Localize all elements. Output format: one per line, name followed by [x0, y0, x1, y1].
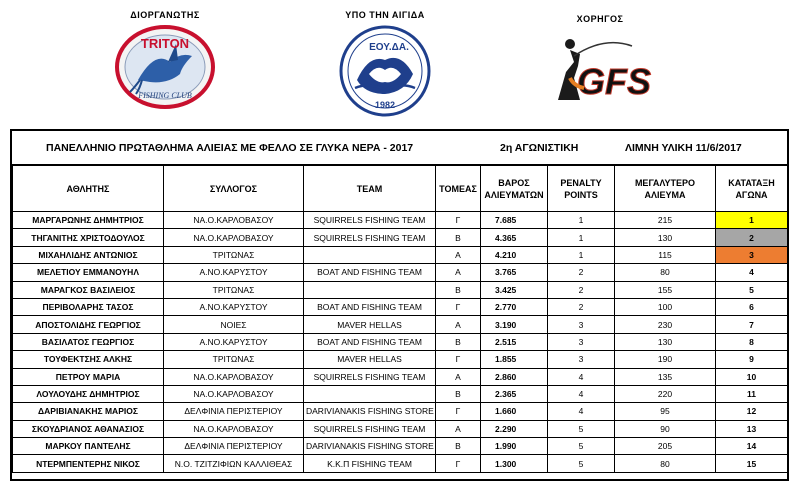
- cell-team: SQUIRRELS FISHING TEAM: [304, 420, 436, 437]
- cell-club: ΝΑ.Ο.ΚΑΡΛΟΒΑΣΟΥ: [164, 229, 304, 246]
- column-header-largest-catch: [615, 166, 716, 212]
- cell-rank: 8: [716, 333, 788, 350]
- cell-largest-catch: 100: [615, 298, 716, 315]
- cell-largest-catch: 130: [615, 229, 716, 246]
- cell-catch-weight: 2.860: [481, 368, 548, 385]
- cell-rank: 1: [716, 212, 788, 229]
- patron-logo-year: 1982: [374, 100, 396, 110]
- cell-team: [304, 281, 436, 298]
- cell-largest-catch: 80: [615, 455, 716, 472]
- cell-club: ΔΕΛΦΙΝΙΑ ΠΕΡΙΣΤΕΡΙΟΥ: [164, 403, 304, 420]
- table-row: [13, 229, 788, 246]
- sponsor-block: [530, 14, 670, 112]
- cell-athlete: ΤΟΥΦΕΚΤΣΗΣ ΑΛΚΗΣ: [13, 351, 164, 368]
- cell-penalty-points: 1: [548, 229, 615, 246]
- cell-athlete: ΜΙΧΑΗΛΙΔΗΣ ΑΝΤΩΝΙΟΣ: [13, 246, 164, 263]
- cell-largest-catch: 80: [615, 264, 716, 281]
- cell-largest-catch: 90: [615, 420, 716, 437]
- column-header-athlete: [13, 166, 164, 212]
- column-header-rank: [716, 166, 788, 212]
- cell-penalty-points: 3: [548, 351, 615, 368]
- cell-catch-weight: 2.515: [481, 333, 548, 350]
- cell-largest-catch: 220: [615, 385, 716, 402]
- column-header-text: ΑΛΙΕΥΜΑ: [644, 189, 686, 200]
- cell-sector: Α: [436, 246, 481, 263]
- cell-catch-weight: 3.425: [481, 281, 548, 298]
- cell-largest-catch: 190: [615, 351, 716, 368]
- cell-team: BOAT AND FISHING TEAM: [304, 298, 436, 315]
- cell-catch-weight: 2.365: [481, 385, 548, 402]
- cell-club: Α.ΝΟ.ΚΑΡΥΣΤΟΥ: [164, 264, 304, 281]
- cell-club: ΝΑ.Ο.ΚΑΡΛΟΒΑΣΟΥ: [164, 420, 304, 437]
- cell-team: MAVER HELLAS: [304, 316, 436, 333]
- logo-header: [0, 0, 800, 122]
- table-row: [13, 264, 788, 281]
- title-bar: [12, 131, 787, 165]
- cell-penalty-points: 2: [548, 298, 615, 315]
- results-header: [13, 166, 788, 212]
- cell-catch-weight: 4.365: [481, 229, 548, 246]
- cell-penalty-points: 2: [548, 281, 615, 298]
- cell-club: Ν.Ο. ΤΖΙΤΖΙΦΙΩΝ ΚΑΛΛΙΘΕΑΣ: [164, 455, 304, 472]
- cell-catch-weight: 3.190: [481, 316, 548, 333]
- cell-athlete: ΜΑΡΚΟΥ ΠΑΝΤΕΛΗΣ: [13, 438, 164, 455]
- cell-rank: 14: [716, 438, 788, 455]
- cell-catch-weight: 4.210: [481, 246, 548, 263]
- cell-sector: Β: [436, 438, 481, 455]
- column-header-text: ΣΥΛΛΟΓΟΣ: [209, 183, 258, 194]
- organizer-logo-text-bottom: FISHING CLUB: [138, 91, 192, 100]
- cell-rank: 3: [716, 246, 788, 263]
- column-header-text: ΑΛΙΕΥΜΑΤΩΝ: [484, 189, 544, 200]
- cell-rank: 11: [716, 385, 788, 402]
- cell-athlete: ΜΕΛΕΤΙΟΥ ΕΜΜΑΝΟΥΗΛ: [13, 264, 164, 281]
- cell-athlete: ΑΠΟΣΤΟΛΙΔΗΣ ΓΕΩΡΓΙΟΣ: [13, 316, 164, 333]
- cell-team: DARIVIANAKIS FISHING STORE: [304, 403, 436, 420]
- cell-rank: 9: [716, 351, 788, 368]
- cell-club: ΤΡΙΤΩΝΑΣ: [164, 281, 304, 298]
- cell-catch-weight: 3.765: [481, 264, 548, 281]
- results-sheet: [10, 129, 789, 481]
- results-table: [12, 165, 788, 473]
- cell-team: DARIVIANAKIS FISHING STORE: [304, 438, 436, 455]
- table-row: [13, 455, 788, 472]
- cell-athlete: ΠΕΤΡΟΥ ΜΑΡΙΑ: [13, 368, 164, 385]
- cell-sector: Α: [436, 316, 481, 333]
- table-row: [13, 281, 788, 298]
- cell-athlete: ΒΑΣΙΛΑΤΟΣ ΓΕΩΡΓΙΟΣ: [13, 333, 164, 350]
- round-label: 2η ΑΓΩΝΙΣΤΙΚΗ: [500, 142, 579, 154]
- cell-rank: 6: [716, 298, 788, 315]
- cell-sector: Α: [436, 420, 481, 437]
- cell-team: [304, 385, 436, 402]
- cell-team: SQUIRRELS FISHING TEAM: [304, 229, 436, 246]
- cell-penalty-points: 4: [548, 368, 615, 385]
- cell-penalty-points: 4: [548, 403, 615, 420]
- cell-catch-weight: 2.290: [481, 420, 548, 437]
- table-row: [13, 316, 788, 333]
- cell-penalty-points: 3: [548, 316, 615, 333]
- patron-caption: ΥΠΟ ΤΗΝ ΑΙΓΙΔΑ: [345, 10, 425, 20]
- cell-largest-catch: 155: [615, 281, 716, 298]
- cell-club: ΤΡΙΤΩΝΑΣ: [164, 351, 304, 368]
- eouda-seal-logo: [335, 24, 435, 118]
- cell-sector: Β: [436, 385, 481, 402]
- cell-club: ΤΡΙΤΩΝΑΣ: [164, 246, 304, 263]
- cell-sector: Β: [436, 281, 481, 298]
- cell-club: Α.ΝΟ.ΚΑΡΥΣΤΟΥ: [164, 333, 304, 350]
- cell-penalty-points: 5: [548, 455, 615, 472]
- cell-largest-catch: 205: [615, 438, 716, 455]
- column-header-text: TEAM: [356, 183, 383, 194]
- column-header-penalty-points: [548, 166, 615, 212]
- cell-rank: 15: [716, 455, 788, 472]
- cell-sector: Β: [436, 229, 481, 246]
- column-header-text: ΑΓΩΝΑ: [735, 189, 768, 200]
- table-row: [13, 420, 788, 437]
- cell-rank: 13: [716, 420, 788, 437]
- column-header-text: PENALTY: [560, 177, 602, 188]
- cell-team: SQUIRRELS FISHING TEAM: [304, 212, 436, 229]
- cell-largest-catch: 95: [615, 403, 716, 420]
- cell-club: ΝΑ.Ο.ΚΑΡΛΟΒΑΣΟΥ: [164, 385, 304, 402]
- column-header-club: [164, 166, 304, 212]
- cell-team: [304, 246, 436, 263]
- cell-club: ΝΑ.Ο.ΚΑΡΛΟΒΑΣΟΥ: [164, 212, 304, 229]
- cell-penalty-points: 5: [548, 420, 615, 437]
- organizer-caption: ΔΙΟΡΓΑΝΩΤΗΣ: [130, 10, 200, 20]
- sponsor-logo-text: GFS: [576, 61, 652, 102]
- cell-club: ΝΟΙΕΣ: [164, 316, 304, 333]
- cell-sector: Β: [436, 333, 481, 350]
- cell-sector: Γ: [436, 455, 481, 472]
- cell-sector: Γ: [436, 212, 481, 229]
- cell-athlete: ΝΤΕΡΜΠΕΝΤΕΡΗΣ ΝΙΚΟΣ: [13, 455, 164, 472]
- column-header-text: ΜΕΓΑΛΥΤΕΡΟ: [634, 177, 696, 188]
- cell-club: ΝΑ.Ο.ΚΑΡΛΟΒΑΣΟΥ: [164, 368, 304, 385]
- cell-rank: 4: [716, 264, 788, 281]
- cell-sector: Α: [436, 264, 481, 281]
- cell-penalty-points: 3: [548, 333, 615, 350]
- table-row: [13, 333, 788, 350]
- cell-athlete: ΤΗΓΑΝΙΤΗΣ ΧΡΙΣΤΟΔΟΥΛΟΣ: [13, 229, 164, 246]
- championship-title: ΠΑΝΕΛΛΗΝΙΟ ΠΡΩΤΑΘΛΗΜΑ ΑΛΙΕΙΑΣ ΜΕ ΦΕΛΛΟ ΣΕ ΓΛΥΚΑ ΝΕΡΑ - 2017: [46, 142, 414, 154]
- cell-rank: 2: [716, 229, 788, 246]
- sponsor-caption: ΧΟΡΗΓΟΣ: [576, 14, 624, 24]
- results-body: [13, 212, 788, 473]
- column-header-text: ΑΘΛΗΤΗΣ: [66, 183, 110, 194]
- cell-sector: Γ: [436, 351, 481, 368]
- cell-athlete: ΔΑΡΙΒΙΑΝΑΚΗΣ ΜΑΡΙΟΣ: [13, 403, 164, 420]
- cell-athlete: ΠΕΡΙΒΟΛΑΡΗΣ ΤΑΣΟΣ: [13, 298, 164, 315]
- cell-catch-weight: 1.990: [481, 438, 548, 455]
- table-row: [13, 438, 788, 455]
- cell-largest-catch: 130: [615, 333, 716, 350]
- column-header-team: [304, 166, 436, 212]
- cell-rank: 12: [716, 403, 788, 420]
- triton-club-logo: [110, 22, 220, 112]
- cell-rank: 10: [716, 368, 788, 385]
- column-header-text: ΤΟΜΕΑΣ: [439, 183, 477, 194]
- table-row: [13, 246, 788, 263]
- table-row: [13, 212, 788, 229]
- cell-catch-weight: 2.770: [481, 298, 548, 315]
- header-row: [13, 166, 788, 212]
- cell-catch-weight: 1.300: [481, 455, 548, 472]
- cell-sector: Γ: [436, 403, 481, 420]
- cell-penalty-points: 5: [548, 438, 615, 455]
- cell-athlete: ΜΑΡΓΑΡΩΝΗΣ ΔΗΜΗΤΡΙΟΣ: [13, 212, 164, 229]
- cell-athlete: ΜΑΡΑΓΚΟΣ ΒΑΣΙΛΕΙΟΣ: [13, 281, 164, 298]
- cell-team: BOAT AND FISHING TEAM: [304, 264, 436, 281]
- venue-date: ΛΙΜΝΗ ΥΛΙΚΗ 11/6/2017: [625, 142, 742, 154]
- cell-athlete: ΣΚΟΥΔΡΙΑΝΟΣ ΑΘΑΝΑΣΙΟΣ: [13, 420, 164, 437]
- cell-catch-weight: 1.660: [481, 403, 548, 420]
- column-header-text: ΒΑΡΟΣ: [498, 177, 530, 188]
- cell-largest-catch: 115: [615, 246, 716, 263]
- cell-team: MAVER HELLAS: [304, 351, 436, 368]
- table-row: [13, 298, 788, 315]
- cell-catch-weight: 7.685: [481, 212, 548, 229]
- cell-largest-catch: 230: [615, 316, 716, 333]
- cell-rank: 5: [716, 281, 788, 298]
- cell-catch-weight: 1.855: [481, 351, 548, 368]
- cell-penalty-points: 2: [548, 264, 615, 281]
- cell-team: Κ.Κ.Π FISHING TEAM: [304, 455, 436, 472]
- cell-sector: Γ: [436, 298, 481, 315]
- patron-logo-text: ΕΟΥ.ΔΑ.: [369, 42, 409, 53]
- cell-club: Α.ΝΟ.ΚΑΡΥΣΤΟΥ: [164, 298, 304, 315]
- cell-penalty-points: 1: [548, 246, 615, 263]
- table-row: [13, 385, 788, 402]
- cell-rank: 7: [716, 316, 788, 333]
- cell-largest-catch: 215: [615, 212, 716, 229]
- cell-largest-catch: 135: [615, 368, 716, 385]
- cell-sector: Α: [436, 368, 481, 385]
- organizer-block: [100, 10, 230, 112]
- column-header-catch-weight: [481, 166, 548, 212]
- column-header-text: POINTS: [564, 189, 598, 200]
- cell-penalty-points: 1: [548, 212, 615, 229]
- table-row: [13, 368, 788, 385]
- gfs-sponsor-logo: [540, 32, 660, 112]
- cell-team: SQUIRRELS FISHING TEAM: [304, 368, 436, 385]
- cell-athlete: ΛΟΥΛΟΥΔΗΣ ΔΗΜΗΤΡΙΟΣ: [13, 385, 164, 402]
- organizer-logo-text-top: TRITON: [140, 36, 190, 51]
- cell-club: ΔΕΛΦΙΝΙΑ ΠΕΡΙΣΤΕΡΙΟΥ: [164, 438, 304, 455]
- cell-penalty-points: 4: [548, 385, 615, 402]
- table-row: [13, 403, 788, 420]
- patron-block: [310, 10, 460, 118]
- column-header-text: ΚΑΤΑΤΑΞΗ: [728, 177, 775, 188]
- cell-team: BOAT AND FISHING TEAM: [304, 333, 436, 350]
- column-header-sector: [436, 166, 481, 212]
- table-row: [13, 351, 788, 368]
